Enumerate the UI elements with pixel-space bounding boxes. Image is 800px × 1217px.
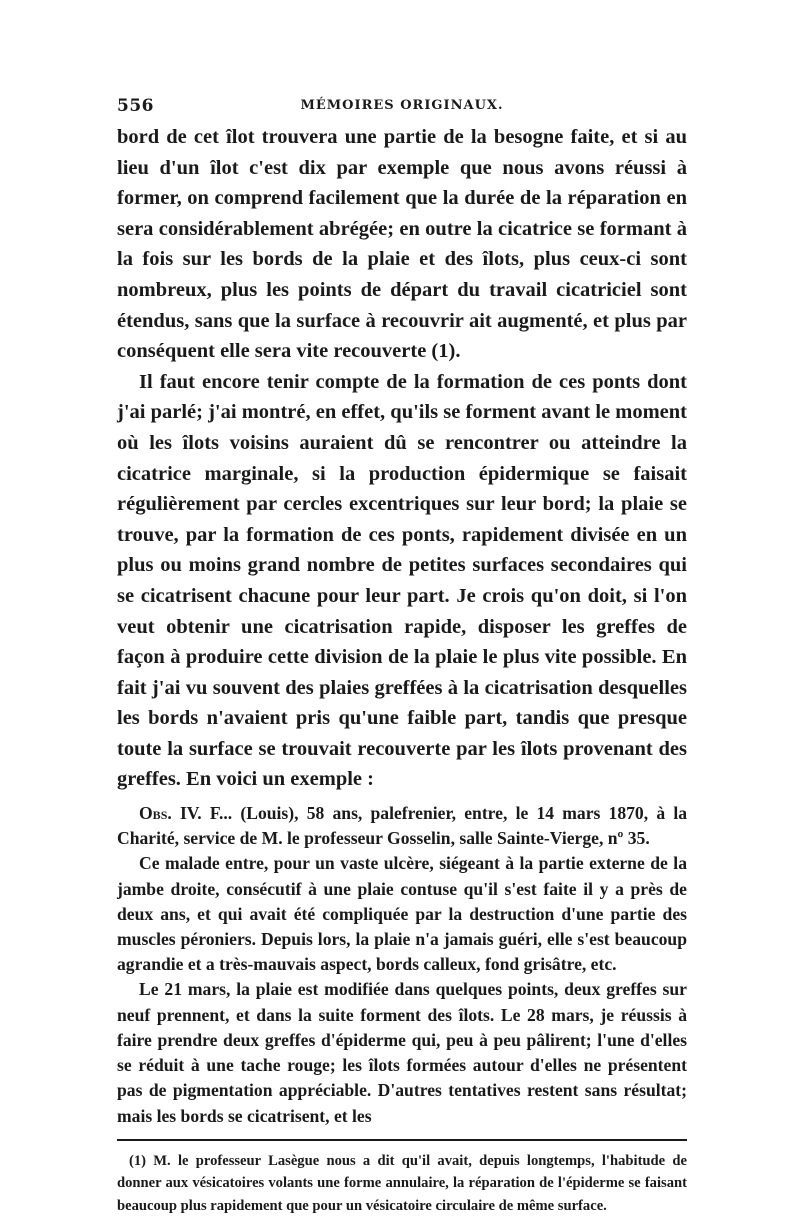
observation-intro-text: F... (Louis), 58 ans, palefrenier, entre, le 14 mars 1870, à la Charité, service de M. le professeur Gosselin, salle Sainte-Vierge, nº 35.	[117, 803, 687, 849]
footnote-divider	[117, 1139, 687, 1141]
observation-label: Obs. IV.	[139, 803, 202, 824]
page-number: 556	[117, 96, 154, 116]
paragraph: Il faut encore tenir compte de la formation de ces ponts dont j'ai parlé; j'ai montré, en effet, qu'ils se forment avant le moment où les îlots voisins auraient dû se rencontrer ou atteindre la cicatrice marginale, si la production épidermique se faisait régulièrement par cercles excentriques sur leur bord; la plaie se trouve, par la formation de ces ponts, rapidement divisée en un plus ou moins grand nombre de petites surfaces secondaires qui se cicatrisent chacune pour leur part. Je crois qu'on doit, si l'on veut obtenir une cicatrisation rapide, disposer les greffes de façon à produire cette division de la plaie le plus vite possible. En fait j'ai vu souvent des plaies greffées à la cicatrisation desquelles les bords n'avaient pris qu'une faible part, tandis que presque toute la surface se trouvait recouverte par les îlots provenant des greffes. En voici un exemple :	[117, 370, 687, 791]
document-page	[117, 96, 687, 1217]
paragraph: bord de cet îlot trouvera une partie de la besogne faite, et si au lieu d'un îlot c'est dix par exemple que nous avons réussi à former, on comprend facilement que la durée de la réparation en sera considérablement abrégée; en outre la cicatrice se formant à la fois sur les bords de la plaie et des îlots, plus ceux-ci sont nombreux, plus les points de départ du travail cicatriciel sont étendus, sans que la surface à recouvrir ait augmenté, et plus par conséquent elle sera vite recouverte (1).	[117, 126, 687, 363]
running-title: MÉMOIRES ORIGINAUX.	[300, 98, 504, 113]
observation-intro	[117, 801, 687, 851]
page-header	[117, 96, 687, 122]
footnote	[117, 1150, 687, 1217]
footnote-text: (1) M. le professeur Lasègue nous a dit qu'il avait, depuis longtemps, l'habitude de donner aux vésicatoires volants une forme annulaire, la réparation de l'épiderme se faisant beaucoup plus rapidement que pour un vésicatoire circulaire de même surface.	[117, 1152, 687, 1214]
observation-block	[117, 801, 687, 1129]
main-text	[117, 122, 687, 795]
observation-paragraph: Le 21 mars, la plaie est modifiée dans quelques points, deux greffes sur neuf prennent, et dans la suite forment des îlots. Le 28 mars, je réussis à faire prendre deux greffes d'épiderme qui, peu à peu pâlirent; l'une d'elles se réduit à une tache rouge; les îlots formées autour d'elles ne présentent pas de pigmentation appréciable. D'autres tentatives restent sans résultat; mais les bords se cicatrisent, et les	[117, 979, 687, 1126]
observation-paragraph: Ce malade entre, pour un vaste ulcère, siégeant à la partie externe de la jambe droite, consécutif à une plaie contuse qu'il s'est faite il y a près de deux ans, et qui avait été compliquée par la destruction d'une partie des muscles péroniers. Depuis lors, la plaie n'a jamais guéri, elle s'est beaucoup agrandie et a très-mauvais aspect, bords calleux, fond grisâtre, etc.	[117, 853, 687, 975]
